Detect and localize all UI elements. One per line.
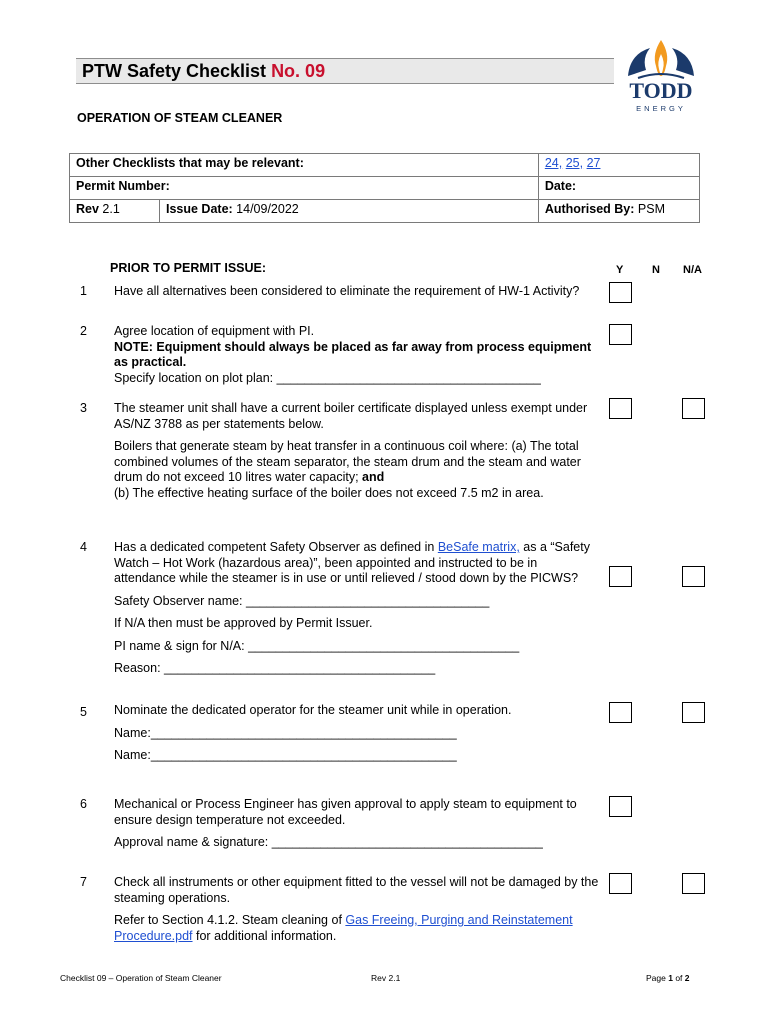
flame-logo-icon xyxy=(620,36,702,82)
column-no-header: N xyxy=(652,264,660,276)
footer-page-number: Page 1 of 2 xyxy=(646,973,690,983)
todd-energy-logo xyxy=(620,36,702,116)
issue-date-cell: Issue Date: 14/09/2022 xyxy=(160,200,539,223)
item-7-yes-checkbox[interactable] xyxy=(609,873,632,894)
item-number: 2 xyxy=(80,324,87,338)
footer-document-name: Checklist 09 – Operation of Steam Cleaner xyxy=(60,973,222,983)
item-3-yes-checkbox[interactable] xyxy=(609,398,632,419)
checklist-link-25[interactable]: 25, xyxy=(565,156,584,170)
besafe-matrix-link[interactable]: BeSafe matrix, xyxy=(437,540,520,554)
rev-cell: Rev 2.1 xyxy=(70,200,160,223)
date-cell: Date: xyxy=(538,177,699,200)
document-subtitle: OPERATION OF STEAM CLEANER xyxy=(77,111,283,125)
gas-freeing-procedure-link[interactable]: Gas Freeing, Purging and Reinstatement Procedure.pdf xyxy=(114,913,573,943)
other-checklists-label-cell: Other Checklists that may be relevant: xyxy=(70,154,539,177)
item-1-text: Have all alternatives been considered to eliminate the requirement of HW-1 Activity? xyxy=(114,284,580,298)
item-5-yes-checkbox[interactable] xyxy=(609,702,632,723)
item-6-yes-checkbox[interactable] xyxy=(609,796,632,817)
item-1-yes-checkbox[interactable] xyxy=(609,282,632,303)
title-bar xyxy=(76,58,614,84)
column-yes-header: Y xyxy=(616,264,624,276)
item-4-na-checkbox[interactable] xyxy=(682,566,705,587)
item-number: 5 xyxy=(80,705,87,719)
permit-info-table xyxy=(69,153,700,223)
item-7-text: Check all instruments or other equipment fitted to the vessel will not be damaged by the steaming operations. Refer to Section 4.1.2. Steam cleaning of Gas Freeing, Purging and Reinstatement Procedure.pdf for additional information. xyxy=(114,875,599,943)
item-3-na-checkbox[interactable] xyxy=(682,398,705,419)
item-4-yes-checkbox[interactable] xyxy=(609,566,632,587)
item-5-text: Nominate the dedicated operator for the steamer unit while in operation. Name:____________________________________________ Name:____________________________________________ xyxy=(114,703,512,762)
page-title: PTW Safety Checklist No. 09 xyxy=(82,61,326,81)
item-number: 7 xyxy=(80,875,87,889)
item-4-text: Has a dedicated competent Safety Observer as defined in BeSafe matrix, as a “Safety Watch – Hot Work (hazardous area)”, been appointed and instructed to be in attendance while the steamer is in use or until relieved / stood down by the PICWS? Safety Observer name: ___________________________________ If N/A then must be approved by Permit Issuer. PI name & sign for N/A: _______________________________________ Reason: _______________________________________ xyxy=(114,540,590,675)
checklist-number: No. 09 xyxy=(271,61,326,81)
item-5-na-checkbox[interactable] xyxy=(682,702,705,723)
item-7-na-checkbox[interactable] xyxy=(682,873,705,894)
checklist-link-27[interactable]: 27 xyxy=(586,156,601,170)
other-checklists-links-cell xyxy=(538,154,699,177)
authorised-by-cell: Authorised By: PSM xyxy=(538,200,699,223)
logo-subtext: ENERGY xyxy=(636,104,686,113)
column-na-header: N/A xyxy=(683,264,702,276)
permit-number-cell: Permit Number: xyxy=(70,177,539,200)
item-number: 6 xyxy=(80,797,87,811)
section-heading: PRIOR TO PERMIT ISSUE: xyxy=(110,261,267,275)
item-2-text: Agree location of equipment with PI. NOTE: Equipment should always be placed as far away from process equipment as practical. Specify location on plot plan: ______________________________________ xyxy=(114,324,592,385)
footer-revision: Rev 2.1 xyxy=(371,973,401,983)
logo-wordmark: TODD xyxy=(629,78,693,103)
checklist-link-24[interactable]: 24, xyxy=(544,156,563,170)
item-6-text: Mechanical or Process Engineer has given approval to apply steam to equipment to ensure design temperature not exceeded. Approval name & signature: _______________________________________ xyxy=(114,797,577,849)
item-3-text: The steamer unit shall have a current boiler certificate displayed unless exempt under AS/NZ 3788 as per statements below. Boilers that generate steam by heat transfer in a continuous coil where: (a) The total combined volumes of the steam separator, the steam drum and the steam and water drum do not exceed 10 litres water capacity; and (b) The effective heating surface of the boiler does not exceed 7.5 m2 in area. xyxy=(114,401,588,500)
item-number: 1 xyxy=(80,284,87,298)
item-number: 3 xyxy=(80,401,87,415)
item-number: 4 xyxy=(80,540,87,554)
item-2-yes-checkbox[interactable] xyxy=(609,324,632,345)
